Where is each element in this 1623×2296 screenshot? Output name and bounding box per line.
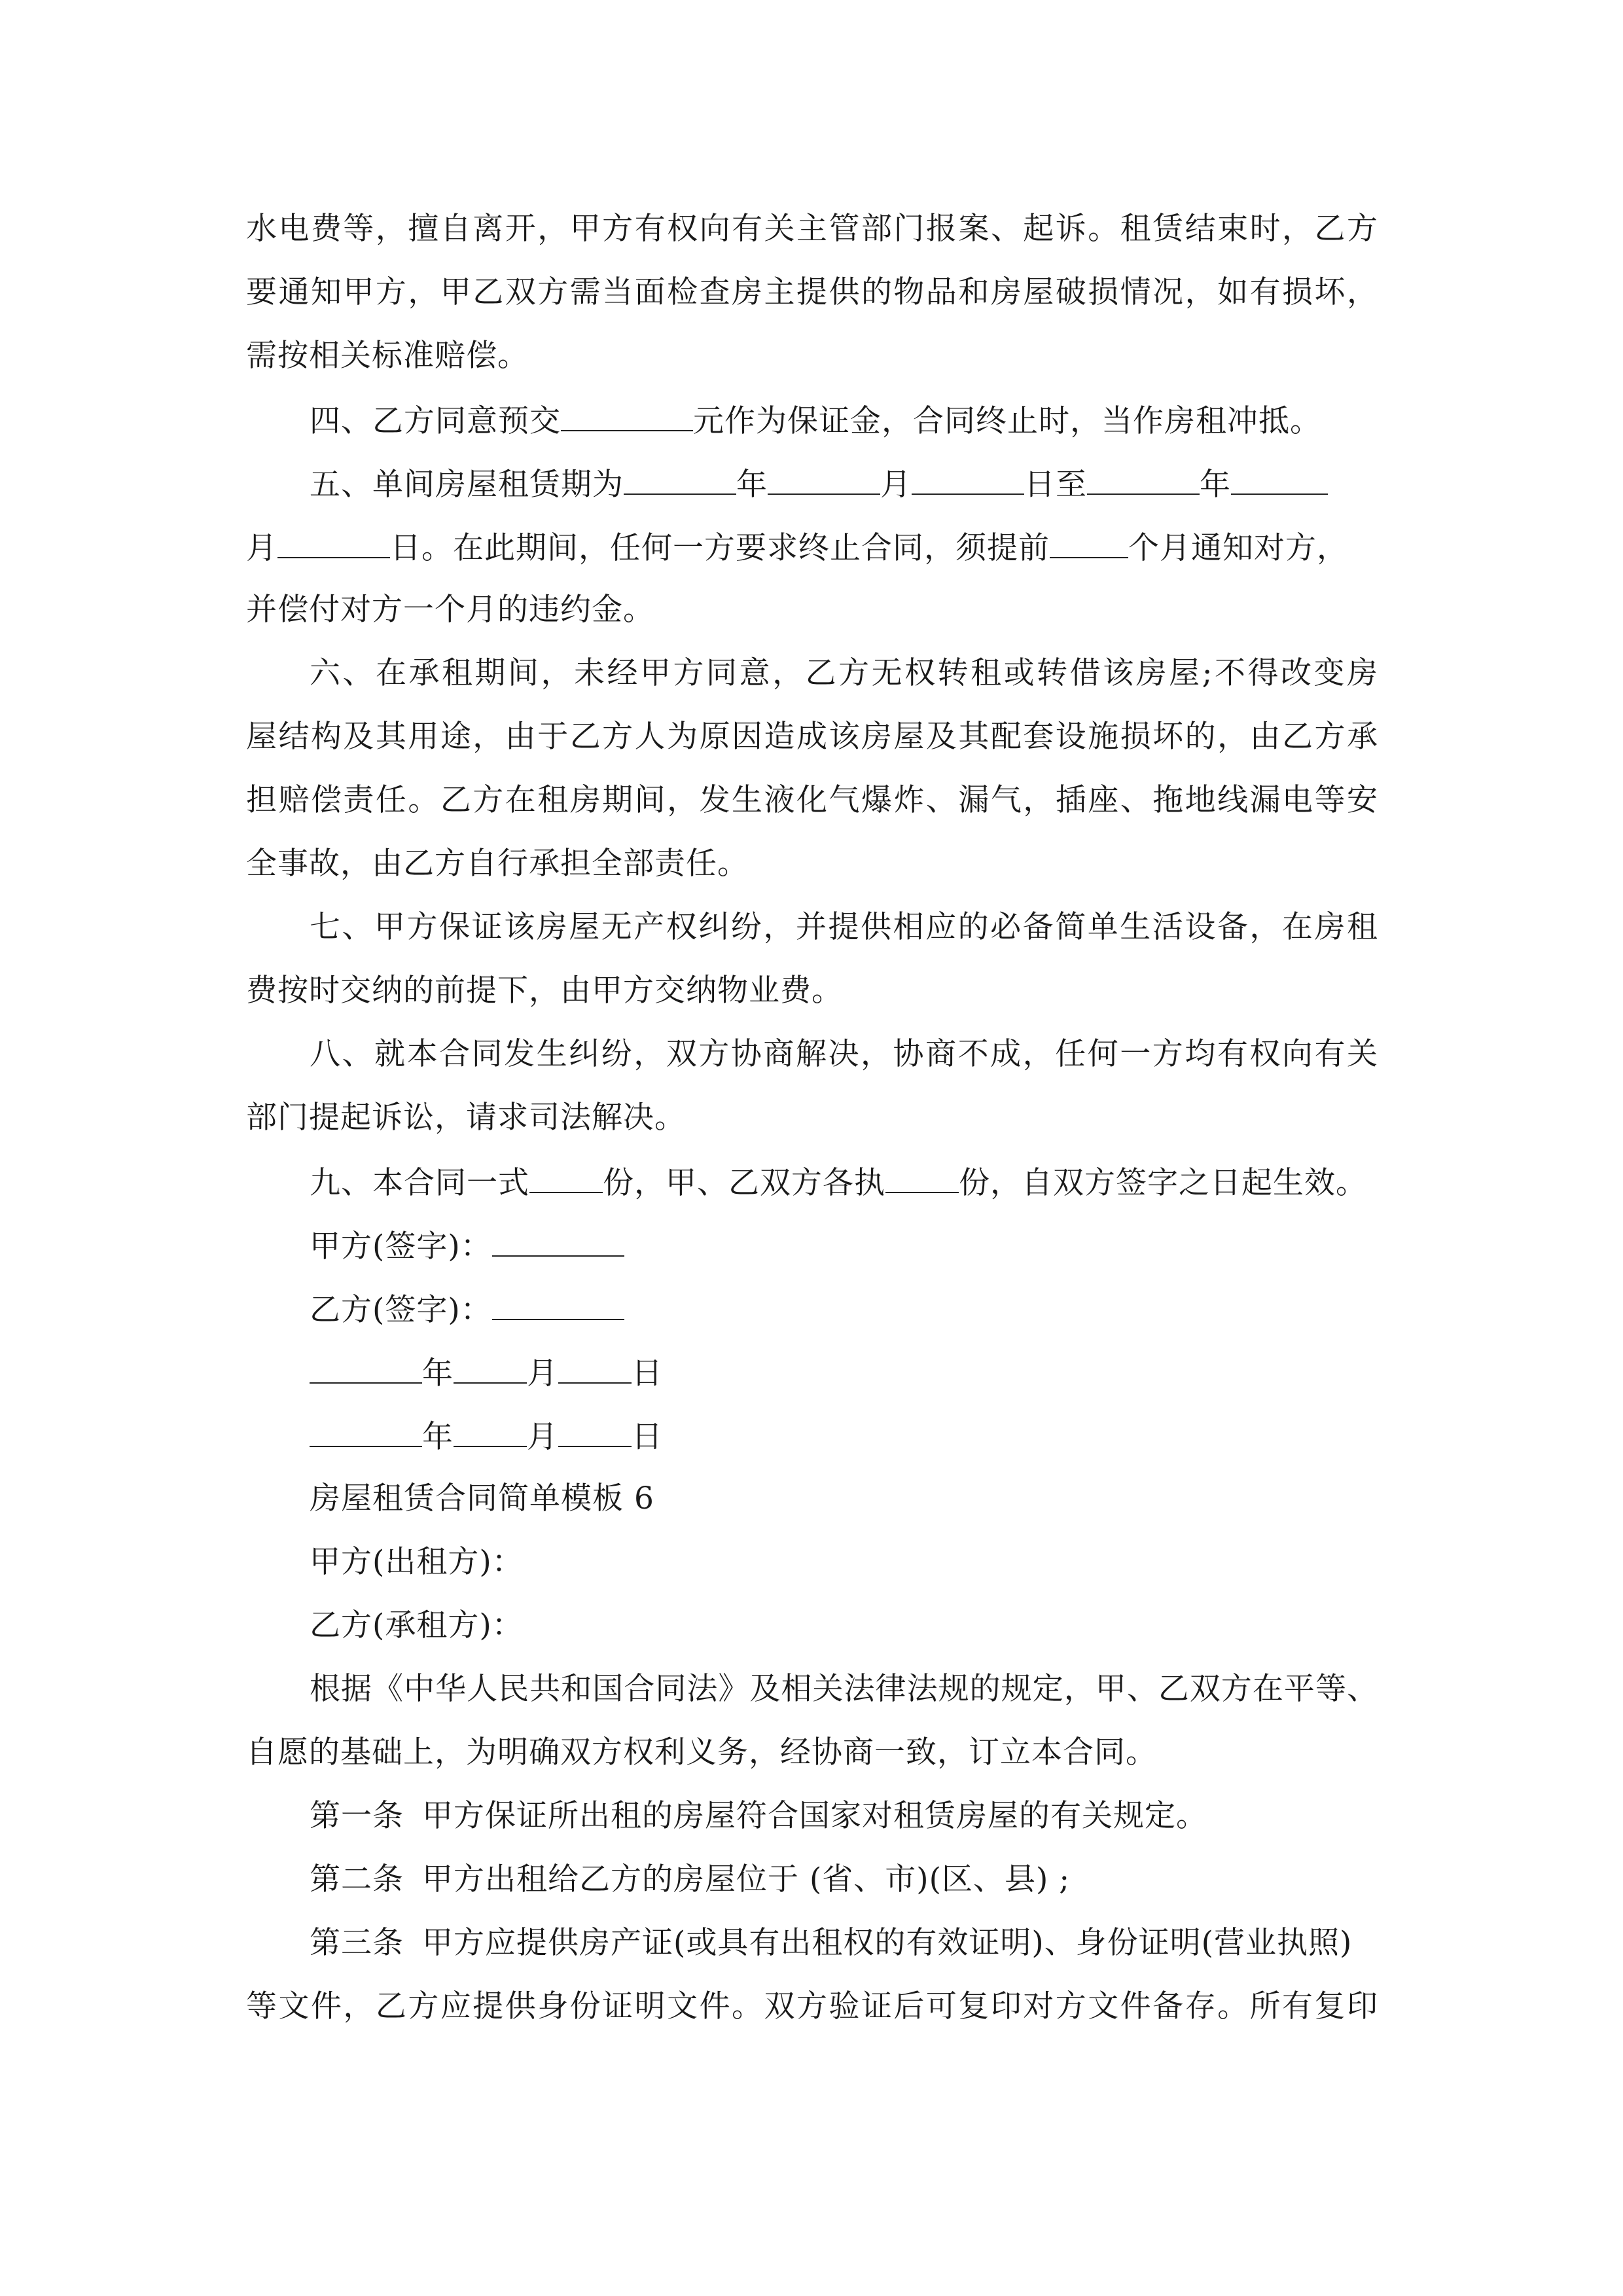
- clause-4-text: 元作为保证金，合同终止时，当作房租冲抵。: [693, 403, 1321, 439]
- clause-5-text: 月: [880, 467, 912, 503]
- article-1: [310, 1797, 1207, 1837]
- date-line: [310, 1416, 663, 1456]
- signature-party-b: [310, 1289, 624, 1329]
- end-month-blank: [1231, 463, 1328, 495]
- date-label: 日: [632, 1355, 663, 1391]
- start-day-blank: [912, 463, 1024, 495]
- paragraph-line: 部门提起诉讼，请求司法解决。: [246, 1100, 686, 1136]
- copies-total-blank: [529, 1162, 603, 1193]
- article-2: [310, 1860, 1070, 1901]
- paragraph-line: 八、就本合同发生纠纷，双方协商解决，协商不成，任何一方均有权向有关: [310, 1036, 1378, 1072]
- paragraph-line: 七、甲方保证该房屋无产权纠纷，并提供相应的必备简单生活设备，在房租: [310, 909, 1378, 945]
- clause-5-text: 年: [1200, 467, 1231, 503]
- article-text: 甲方保证所出租的房屋符合国家对租赁房屋的有关规定。: [422, 1798, 1207, 1834]
- paragraph-line: 自愿的基础上，为明确双方权利义务，经协商一致，订立本合同。: [246, 1734, 1157, 1770]
- paragraph-line: 根据《中华人民共和国合同法》及相关法律法规的规定，甲、乙双方在平等、: [310, 1671, 1378, 1707]
- start-year-blank: [624, 463, 736, 495]
- article-number: 第二条: [310, 1861, 404, 1897]
- clause-5-line2: [246, 527, 1348, 567]
- date-label: 年: [422, 1419, 454, 1455]
- clause-9-text: 九、本合同一式: [310, 1165, 529, 1201]
- clause-5-text: 五、单间房屋租赁期为: [310, 467, 624, 503]
- clause-9: [310, 1162, 1367, 1202]
- clause-5-text: 月: [246, 530, 277, 566]
- copies-each-blank: [885, 1162, 959, 1193]
- signature-label: 甲方(签字)：: [310, 1229, 492, 1265]
- date-label: 年: [422, 1355, 454, 1391]
- month-blank: [454, 1416, 527, 1447]
- year-blank: [310, 1416, 422, 1447]
- paragraph-line: 全事故，由乙方自行承担全部责任。: [246, 846, 749, 882]
- section-title: 房屋租赁合同简单模板 6: [310, 1480, 654, 1516]
- notice-months-blank: [1050, 527, 1128, 558]
- paragraph-line: 水电费等，擅自离开，甲方有权向有关主管部门报案、起诉。租赁结束时，乙方: [246, 211, 1378, 247]
- end-year-blank: [1087, 463, 1200, 495]
- article-text: 甲方应提供房产证(或具有出租权的有效证明)、身份证明(营业执照): [422, 1925, 1353, 1961]
- clause-5-text: 年: [736, 467, 768, 503]
- paragraph-line: 需按相关标准赔偿。: [246, 338, 529, 374]
- article-number: 第一条: [310, 1798, 404, 1834]
- year-blank: [310, 1352, 422, 1384]
- paragraph-line: 屋结构及其用途，由于乙方人为原因造成该房屋及其配套设施损坏的，由乙方承: [246, 719, 1378, 755]
- paragraph-line: 费按时交纳的前提下，由甲方交纳物业费。: [246, 973, 843, 1009]
- article-number: 第三条: [310, 1925, 404, 1961]
- paragraph-line: 等文件，乙方应提供身份证明文件。双方验证后可复印对方文件备存。所有复印: [246, 1988, 1378, 2024]
- date-label: 月: [527, 1419, 558, 1455]
- party-a-label: 甲方(出租方)：: [310, 1544, 524, 1580]
- clause-9-text: 份，自双方签字之日起生效。: [959, 1165, 1367, 1201]
- party-b-label: 乙方(承租方)：: [310, 1607, 524, 1643]
- end-day-blank: [277, 527, 390, 558]
- clause-9-text: 份，甲、乙双方各执: [603, 1165, 885, 1201]
- clause-5-line1: [310, 463, 1328, 504]
- day-blank: [558, 1416, 632, 1447]
- signature-blank: [492, 1289, 624, 1320]
- signature-party-a: [310, 1225, 624, 1266]
- paragraph-line: 担赔偿责任。乙方在租房期间，发生液化气爆炸、漏气，插座、拖地线漏电等安: [246, 782, 1378, 818]
- paragraph-line: 六、在承租期间，未经甲方同意，乙方无权转租或转借该房屋;不得改变房: [310, 655, 1378, 691]
- start-month-blank: [768, 463, 880, 495]
- article-text: 甲方出租给乙方的房屋位于 (省、市)(区、县) ;: [422, 1861, 1071, 1897]
- article-3: [310, 1924, 1352, 1964]
- clause-4-text: 四、乙方同意预交: [310, 403, 561, 439]
- clause-5-text: 日至: [1024, 467, 1087, 503]
- clause-5-text: 个月通知对方，: [1128, 530, 1348, 566]
- date-line: [310, 1352, 663, 1393]
- date-label: 月: [527, 1355, 558, 1391]
- day-blank: [558, 1352, 632, 1384]
- clause-5-line3: 并偿付对方一个月的违约金。: [246, 592, 654, 628]
- clause-5-text: 日。在此期间，任何一方要求终止合同，须提前: [390, 530, 1050, 566]
- signature-label: 乙方(签字)：: [310, 1292, 492, 1328]
- signature-blank: [492, 1225, 624, 1257]
- clause-4: [310, 400, 1321, 440]
- date-label: 日: [632, 1419, 663, 1455]
- month-blank: [454, 1352, 527, 1384]
- paragraph-line: 要通知甲方，甲乙双方需当面检查房主提供的物品和房屋破损情况，如有损坏，: [246, 274, 1378, 310]
- deposit-blank: [561, 400, 693, 431]
